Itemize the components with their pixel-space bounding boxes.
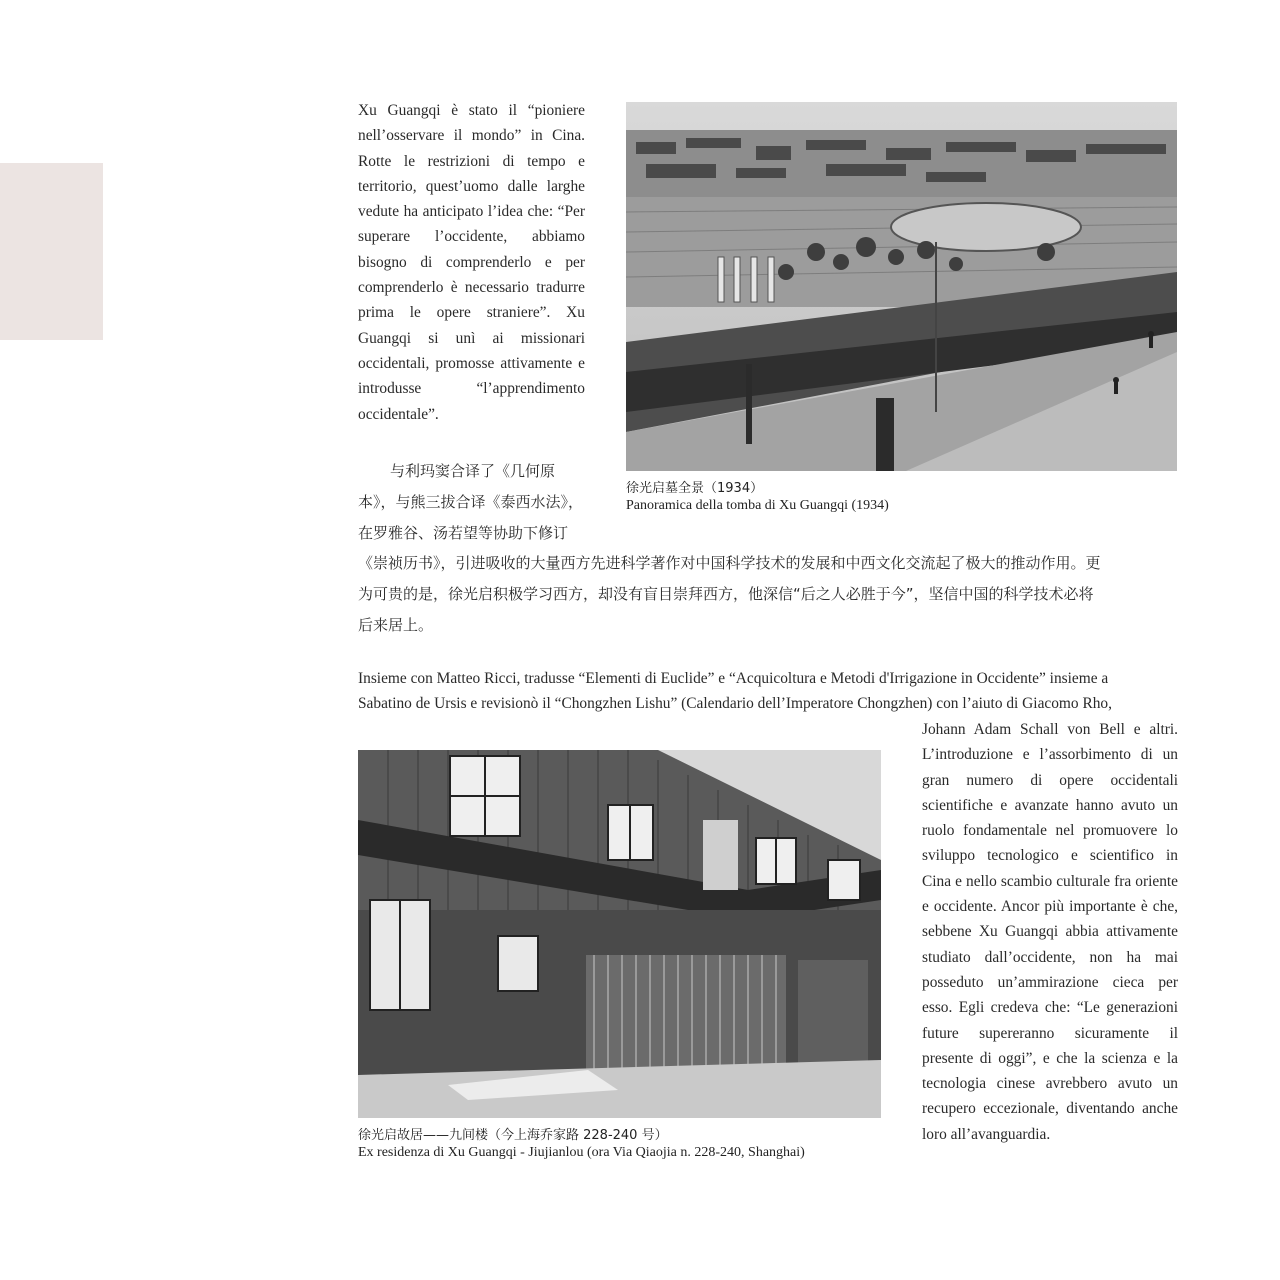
it-line: Sabatino de Ursis e revisionò il “Chongzhen Lishu” (Calendario dell’Imperatore Chongzhen) con l’aiuto di Giacomo Rho,: [358, 695, 1112, 713]
it-paragraph-wide: [358, 666, 1180, 717]
intro-paragraph: Xu Guangqi è stato il “pioniere nell’osservare il mondo” in Cina. Rotte le restrizioni di tempo e territorio, quest’uomo dalle larghe vedute ha anticipato l’idea che: “Per superare l’occidente, abbiamo bisogno di comprenderlo e per comprenderlo è necessario tradurre prima le opere straniere”. Xu Guangqi si unì ai missionari occidentali, promosse attivamente e introdusse “l’apprendimento occidentale”.: [358, 102, 585, 423]
photo1-caption-zh: 徐光启墓全景（1934）: [626, 481, 764, 496]
photo1-caption-it: Panoramica della tomba di Xu Guangqi (1934): [626, 498, 889, 513]
zh-line: 在罗雅谷、汤若望等协助下修订: [358, 524, 569, 542]
zh-paragraph-continued: [358, 548, 1180, 641]
zh-line: 本》，与熊三拔合译《泰西水法》，: [358, 493, 584, 511]
photo2-caption-zh: 徐光启故居——九间楼（今上海乔家路 228-240 号）: [358, 1128, 668, 1143]
side-tab-marker: [0, 163, 103, 340]
tomb-panorama-photo: [626, 102, 1177, 471]
photo2-caption-it: Ex residenza di Xu Guangqi - Jiujianlou (ora Via Qiaojia n. 228-240, Shanghai): [358, 1145, 805, 1160]
photo1-caption: [626, 480, 889, 514]
zh-line: 与利玛窦合译了《几何原: [390, 462, 556, 480]
it-paragraph-right-column: Johann Adam Schall von Bell e altri. L’introduzione e l’assorbimento di un gran numero di opere occidentali scientifiche e avanzate hanno avuto un ruolo fondamentale nel promuovere lo sviluppo tecnologico e scientifico in Cina e nello scambio culturale fra oriente e occidente. Ancor più importante è che, sebbene Xu Guangqi abbia attivamente studiato dall’occidente, non ha mai posseduto un’ammirazione cieca per esso. Egli credeva che: “Le generazioni future supereranno sicuramente il presente di oggi”, e che la scienza e la tecnologia cinese avrebbero avuto un recupero eccezionale, diventando anche loro all’avanguardia.: [922, 721, 1178, 1143]
photo2-caption: [358, 1127, 805, 1161]
zh-line: 《崇祯历书》，引进吸收的大量西方先进科学著作对中国科学技术的发展和中西文化交流起了极大的推动作用。更: [358, 554, 1101, 572]
it-line: Insieme con Matteo Ricci, tradusse “Elementi di Euclide” e “Acquicoltura e Metodi d'Irrigazione in Occidente” insieme a: [358, 670, 1109, 687]
zh-line: 后来居上。: [358, 616, 434, 634]
zh-line: 为可贵的是，徐光启积极学习西方，却没有盲目崇拜西方，他深信“后之人必胜于今”，坚信中国的科学技术必将: [358, 585, 1094, 603]
former-residence-photo: [358, 750, 881, 1118]
zh-paragraph-start: [358, 456, 598, 549]
